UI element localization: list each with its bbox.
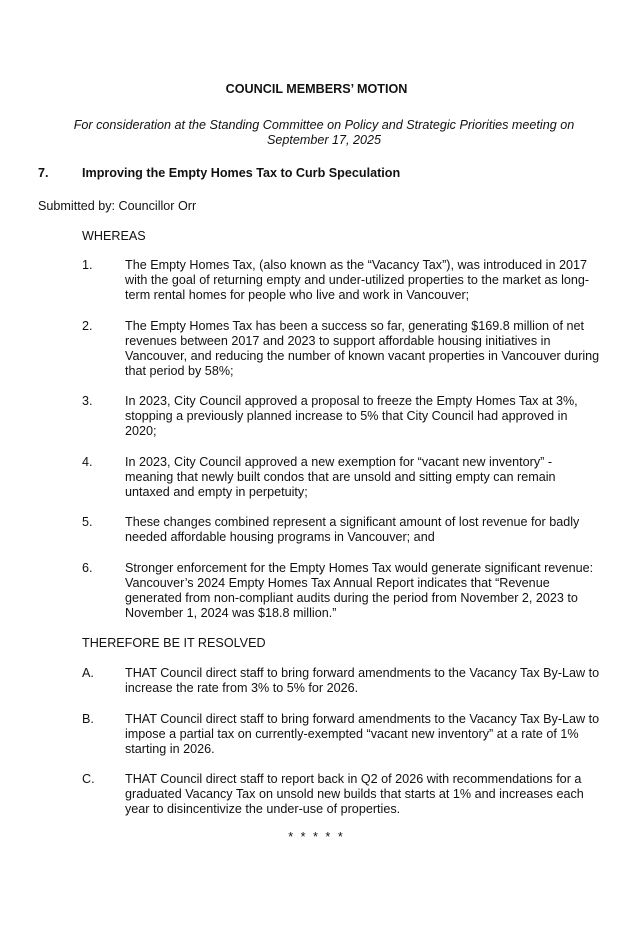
- whereas-text: Stronger enforcement for the Empty Homes Tax would generate significant revenue: Vancouver’s 2024 Empty Homes Tax Annual Report indicates that “Revenue generated from non-compliant audits during the period from November 2, 2023 to November 1, 2024 was $18.8 million.”: [125, 561, 594, 620]
- whereas-text: The Empty Homes Tax, (also known as the “Vacancy Tax”), was introduced in 2017 with the goal of returning empty and under-utilized properties to the market as long-term rental homes for people who live and work in Vancouver;: [125, 258, 590, 302]
- whereas-marker: 1.: [82, 258, 93, 272]
- document-title: COUNCIL MEMBERS’ MOTION: [225, 82, 408, 96]
- whereas-text: In 2023, City Council approved a proposal to freeze the Empty Homes Tax at 3%, stopping a previously planned increase to 5% that City Council had approved in 2020;: [125, 394, 578, 438]
- resolved-marker: A.: [82, 666, 94, 680]
- whereas-marker: 5.: [82, 515, 93, 529]
- whereas-marker: 2.: [82, 319, 93, 333]
- section-number: 7.: [38, 166, 49, 180]
- whereas-marker: 6.: [82, 561, 93, 575]
- resolved-text: THAT Council direct staff to report back in Q2 of 2026 with recommendations for a graduated Vacancy Tax on unsold new builds that starts at 1% and increases each year to disincentivize the under-use of properties.: [125, 772, 584, 816]
- resolved-marker: C.: [82, 772, 95, 786]
- whereas-text: In 2023, City Council approved a new exemption for “vacant new inventory” - meaning that newly built condos that are unsold and sitting empty can remain untaxed and empty in perpetuity;: [125, 455, 556, 499]
- whereas-item-1: [82, 258, 602, 303]
- resolved-item-b: [82, 712, 602, 757]
- whereas-marker: 4.: [82, 455, 93, 469]
- resolved-item-c: [82, 772, 602, 817]
- whereas-item-5: [82, 515, 602, 545]
- resolved-item-a: [82, 666, 602, 696]
- whereas-marker: 3.: [82, 394, 93, 408]
- end-mark: * * * * *: [288, 830, 345, 844]
- resolved-text: THAT Council direct staff to bring forward amendments to the Vacancy Tax By-Law to impose a partial tax on currently-exempted “vacant new inventory” at a rate of 1% starting in 2026.: [125, 712, 600, 756]
- whereas-text: These changes combined represent a significant amount of lost revenue for badly needed affordable housing programs in Vancouver; and: [125, 515, 580, 544]
- whereas-item-2: [82, 319, 602, 379]
- resolved-text: THAT Council direct staff to bring forward amendments to the Vacancy Tax By-Law to increase the rate from 3% to 5% for 2026.: [125, 666, 600, 695]
- document-subtitle: For consideration at the Standing Committee on Policy and Strategic Priorities meeting on September 17, 2025: [73, 118, 575, 147]
- submitted-by: Submitted by: Councillor Orr: [38, 199, 197, 213]
- whereas-item-6: [82, 561, 602, 621]
- whereas-item-3: [82, 394, 602, 439]
- resolved-label: THEREFORE BE IT RESOLVED: [82, 636, 266, 650]
- whereas-text: The Empty Homes Tax has been a success so far, generating $169.8 million of net revenues between 2017 and 2023 to support affordable housing initiatives in Vancouver, and reducing the number of known vacant properties in Vancouver during that period by 58%;: [125, 319, 600, 378]
- whereas-item-4: [82, 455, 602, 500]
- whereas-label: WHEREAS: [82, 229, 146, 243]
- resolved-marker: B.: [82, 712, 94, 726]
- section-heading: [38, 166, 598, 181]
- section-title: Improving the Empty Homes Tax to Curb Speculation: [82, 166, 401, 180]
